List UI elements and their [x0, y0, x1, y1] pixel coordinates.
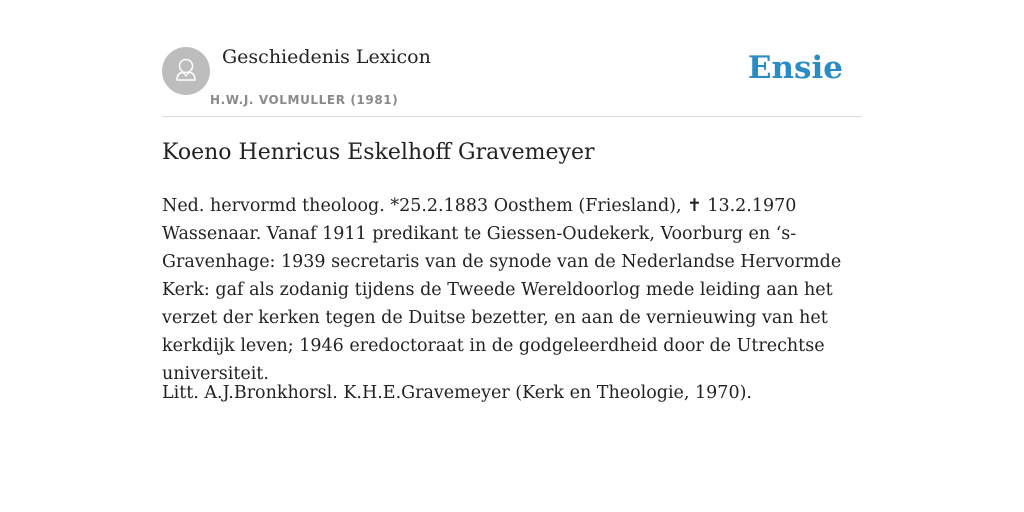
- entry-header: [162, 0, 862, 117]
- user-silhouette-icon: [162, 47, 210, 95]
- article-title: Koeno Henricus Eskelhoff Gravemeyer: [162, 140, 595, 165]
- entry-page: [162, 0, 862, 512]
- article-literature: Litt. A.J.Bronkhorsl. K.H.E.Gravemeyer (Kerk en Theologie, 1970).: [162, 383, 752, 403]
- source-title-link[interactable]: Geschiedenis Lexicon: [222, 46, 431, 68]
- ensie-logo[interactable]: Ensie: [747, 50, 843, 86]
- author-credit[interactable]: H.W.J. VOLMULLER (1981): [210, 93, 399, 107]
- user-avatar-icon[interactable]: [162, 47, 210, 95]
- article-body: Ned. hervormd theoloog. *25.2.1883 Oosthem (Friesland), ✝ 13.2.1970 Wassenaar. Vanaf 1911 predikant te Giessen-Oudekerk, Voorburg en ‘s-Gravenhage: 1939 secretaris van de synode van de Nederlandse Hervormde Kerk: gaf als zodanig tijdens de Tweede Wereldoorlog mede leiding aan het verzet der kerken tegen de Duitse bezetter, en aan de vernieuwing van het kerkdijk leven; 1946 eredoctoraat in de godgeleerdheid door de Utrechtse universiteit.: [162, 196, 842, 384]
